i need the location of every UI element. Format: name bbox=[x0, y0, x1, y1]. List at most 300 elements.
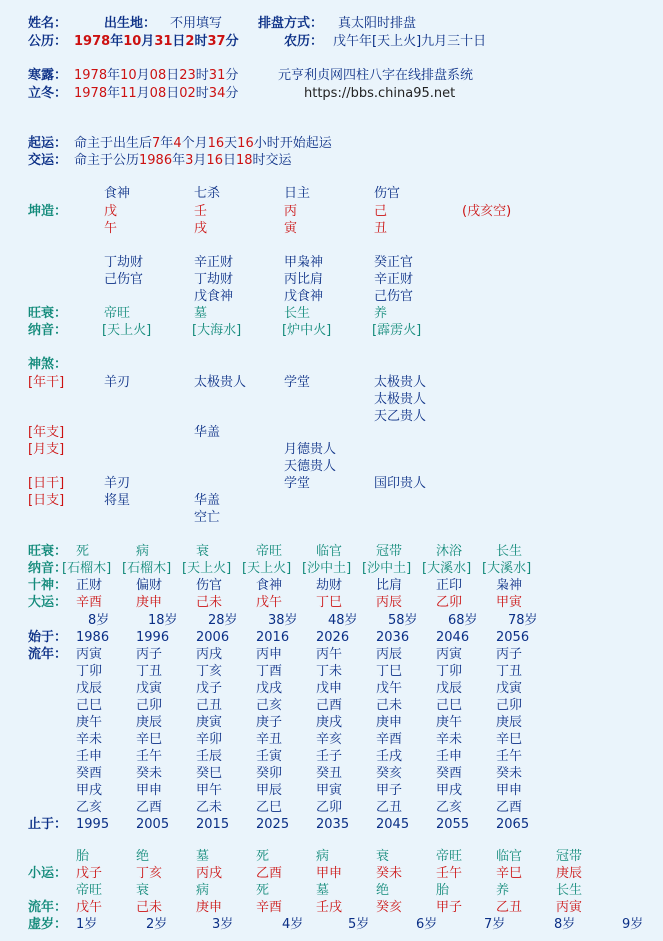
solar-date-part: 10 bbox=[123, 34, 142, 49]
dayun-start-year: 2056 bbox=[496, 630, 530, 645]
pillar-nayin: [大海水] bbox=[192, 323, 242, 338]
liunian-pillar: 辛未 bbox=[76, 732, 103, 747]
xiaoyun-state-top: 死 bbox=[256, 849, 270, 864]
dayun-age: 28岁 bbox=[208, 613, 238, 628]
qiyun-text-part: 年 bbox=[160, 136, 174, 151]
shensha-title: 神煞： bbox=[28, 357, 68, 372]
qiyun-text-part: 小时开始起运 bbox=[253, 136, 332, 151]
solar-date-part: 日 bbox=[172, 34, 186, 49]
lidong-date-part: 34 bbox=[208, 86, 226, 101]
dayun-end-year: 2055 bbox=[436, 817, 470, 832]
liunian-pillar: 癸巳 bbox=[196, 766, 223, 781]
hanlu-date-part: 月 bbox=[136, 68, 150, 83]
xiaoyun-state-bottom: 绝 bbox=[376, 883, 390, 898]
liunian-pillar: 丙子 bbox=[136, 647, 163, 662]
liunian-pillar: 己巳 bbox=[436, 698, 463, 713]
liunian-pillar: 乙卯 bbox=[316, 800, 343, 815]
liunian-pillar: 乙未 bbox=[196, 800, 223, 815]
xiaoyun-state-bottom: 长生 bbox=[556, 883, 583, 898]
system-name: 元亨利贞网四柱八字在线排盘系统 bbox=[278, 68, 474, 83]
dayun-state: 临官 bbox=[316, 544, 343, 559]
liunian-pillar: 甲戌 bbox=[76, 783, 103, 798]
dayun-end-year: 2005 bbox=[136, 817, 170, 832]
liunian-pillar: 丁卯 bbox=[436, 664, 463, 679]
dayun-god: 正印 bbox=[436, 578, 463, 593]
liunian-pillar: 乙酉 bbox=[136, 800, 163, 815]
shensha-item: 学堂 bbox=[284, 375, 311, 390]
dayun-nayin: [天上火] bbox=[182, 561, 232, 576]
liunian-pillar: 癸未 bbox=[496, 766, 523, 781]
lidong-date-part: 年 bbox=[107, 86, 121, 101]
method-label: 排盘方式： bbox=[258, 16, 324, 31]
liunian-pillar: 丁未 bbox=[316, 664, 343, 679]
dayun-pillar: 甲寅 bbox=[496, 595, 523, 610]
dayun-age: 38岁 bbox=[268, 613, 298, 628]
solar-date-part: 37 bbox=[207, 34, 226, 49]
xiaoyun-state-bottom: 死 bbox=[256, 883, 270, 898]
lidong-date bbox=[74, 86, 238, 102]
xiaoyun-state-bottom: 胎 bbox=[436, 883, 450, 898]
dayun-state: 衰 bbox=[196, 544, 210, 559]
dayun-god: 正财 bbox=[76, 578, 103, 593]
qiyun-text-part: 个月 bbox=[181, 136, 208, 151]
xiaoyun-year-pillar: 乙丑 bbox=[496, 900, 523, 915]
liunian-pillar: 乙巳 bbox=[256, 800, 283, 815]
dayun-age: 8岁 bbox=[88, 613, 110, 628]
birthplace-label: 出生地： bbox=[104, 16, 157, 31]
xiaoyun-year-pillar: 辛酉 bbox=[256, 900, 283, 915]
hidden-stem: 辛正财 bbox=[374, 272, 414, 287]
xiaoyun-state-bottom: 病 bbox=[196, 883, 210, 898]
pillar-stem: 戊 bbox=[104, 204, 118, 219]
dayun-nayin: [沙中土] bbox=[362, 561, 412, 576]
qiyun-text-part: 天 bbox=[224, 136, 238, 151]
liunian-pillar: 辛丑 bbox=[256, 732, 283, 747]
dayun-start-year: 1986 bbox=[76, 630, 110, 645]
hanlu-date-part: 23 bbox=[179, 68, 196, 83]
hidden-stem: 己伤官 bbox=[104, 272, 144, 287]
hanlu-date-part: 日 bbox=[166, 68, 180, 83]
xiaoyun-state-top: 冠带 bbox=[556, 849, 583, 864]
qiyun-text-part: 命主于出生后 bbox=[74, 136, 153, 151]
liunian-pillar: 戊寅 bbox=[496, 681, 523, 696]
xiaoyun-pillar: 丙戌 bbox=[196, 866, 223, 881]
liunian-pillar: 己卯 bbox=[496, 698, 523, 713]
liunian-pillar: 庚辰 bbox=[136, 715, 163, 730]
dayun-state: 长生 bbox=[496, 544, 523, 559]
liunian-pillar: 丙辰 bbox=[376, 647, 403, 662]
xiaoyun-pillar: 甲申 bbox=[316, 866, 343, 881]
shensha-item: 太极贵人 bbox=[374, 375, 427, 390]
liunian-pillar: 己亥 bbox=[256, 698, 283, 713]
liunian-pillar: 壬寅 bbox=[256, 749, 283, 764]
qiyun-text-part: 7 bbox=[152, 136, 161, 151]
dayun-state: 帝旺 bbox=[256, 544, 283, 559]
xiaoyun-state-top: 衰 bbox=[376, 849, 390, 864]
hanlu-label: 寒露： bbox=[28, 68, 68, 83]
lidong-date-part: 11 bbox=[120, 86, 137, 101]
pillar-god: 日主 bbox=[284, 186, 311, 201]
liunian-pillar: 戊申 bbox=[316, 681, 343, 696]
xiaoyun-pillar: 辛巳 bbox=[496, 866, 523, 881]
pillar-branch: 丑 bbox=[374, 221, 388, 236]
liunian-pillar: 丙子 bbox=[496, 647, 523, 662]
liunian-pillar: 庚午 bbox=[436, 715, 463, 730]
jiaoyun-text-part: 16 bbox=[206, 153, 223, 168]
hidden-stem: 丁劫财 bbox=[194, 272, 234, 287]
dayun-end-label: 止于： bbox=[28, 817, 68, 832]
shensha-item: 华盖 bbox=[194, 493, 221, 508]
jiaoyun-text-part: 年 bbox=[172, 153, 186, 168]
solar-date-part: 年 bbox=[110, 34, 124, 49]
xiaoyun-label: 小运： bbox=[28, 866, 68, 881]
dayun-pillar: 庚申 bbox=[136, 595, 163, 610]
dayun-god: 食神 bbox=[256, 578, 283, 593]
shensha-label: [日支] bbox=[28, 493, 65, 508]
liunian-pillar: 丙戌 bbox=[196, 647, 223, 662]
shensha-item: 国印贵人 bbox=[374, 476, 427, 491]
lidong-date-part: 1978 bbox=[74, 86, 108, 101]
shensha-item: 羊刃 bbox=[104, 375, 131, 390]
xiaoyun-state-bottom: 帝旺 bbox=[76, 883, 103, 898]
solar-label: 公历： bbox=[28, 34, 68, 49]
dayun-label: 大运： bbox=[28, 595, 68, 610]
xusui-age: 2岁 bbox=[146, 917, 168, 932]
xiaoyun-pillar: 壬午 bbox=[436, 866, 463, 881]
lidong-date-part: 02 bbox=[179, 86, 196, 101]
birthplace-value: 不用填写 bbox=[170, 16, 223, 31]
liunian-pillar: 壬辰 bbox=[196, 749, 223, 764]
hidden-stem: 丙比肩 bbox=[284, 272, 324, 287]
pillar-state: 长生 bbox=[284, 306, 311, 321]
jiaoyun-label: 交运： bbox=[28, 153, 68, 168]
hidden-stem: 甲枭神 bbox=[284, 255, 324, 270]
liunian-pillar: 丁亥 bbox=[196, 664, 223, 679]
qiyun-text-part: 4 bbox=[173, 136, 182, 151]
pillar-state: 养 bbox=[374, 306, 388, 321]
shensha-label: [月支] bbox=[28, 442, 65, 457]
xiaoyun-state-top: 墓 bbox=[196, 849, 210, 864]
dayun-start-year: 2006 bbox=[196, 630, 230, 645]
dayun-god: 枭神 bbox=[496, 578, 523, 593]
solar-date-part: 月 bbox=[141, 34, 155, 49]
dayun-end-year: 2035 bbox=[316, 817, 350, 832]
lidong-date-part: 月 bbox=[136, 86, 150, 101]
solar-date-part: 2 bbox=[185, 34, 195, 49]
xiaoyun-year-pillar: 甲子 bbox=[436, 900, 463, 915]
solar-date bbox=[74, 34, 239, 50]
liunian-pillar: 甲午 bbox=[196, 783, 223, 798]
dayun-state: 冠带 bbox=[376, 544, 403, 559]
void-branches: (戌亥空) bbox=[462, 204, 512, 219]
liunian-pillar: 庚辰 bbox=[496, 715, 523, 730]
xusui-age: 4岁 bbox=[282, 917, 304, 932]
dayun-nayin: [天上火] bbox=[242, 561, 292, 576]
xiaoyun-year-pillar: 丙寅 bbox=[556, 900, 583, 915]
dayun-pillar: 戊午 bbox=[256, 595, 283, 610]
name-label: 姓名： bbox=[28, 16, 68, 31]
liunian-pillar: 辛卯 bbox=[196, 732, 223, 747]
shensha-item: 学堂 bbox=[284, 476, 311, 491]
nayin-label: 纳音： bbox=[28, 323, 68, 338]
pillar-stem: 丙 bbox=[284, 204, 298, 219]
qiyun-label: 起运： bbox=[28, 136, 68, 151]
xiaoyun-state-bottom: 养 bbox=[496, 883, 510, 898]
hidden-stem: 癸正官 bbox=[374, 255, 414, 270]
liunian-pillar: 辛酉 bbox=[376, 732, 403, 747]
kunzao-label: 坤造： bbox=[28, 204, 68, 219]
liunian-pillar: 辛亥 bbox=[316, 732, 343, 747]
pillar-god: 食神 bbox=[104, 186, 131, 201]
lidong-date-part: 分 bbox=[225, 86, 239, 101]
liunian-pillar: 丁丑 bbox=[496, 664, 523, 679]
liunian-pillar: 庚午 bbox=[76, 715, 103, 730]
liunian-pillar: 甲申 bbox=[496, 783, 523, 798]
jiaoyun-text-part: 时交运 bbox=[252, 153, 292, 168]
lidong-date-part: 日 bbox=[166, 86, 180, 101]
liunian-pillar: 癸未 bbox=[136, 766, 163, 781]
xiaoyun-year-pillar: 戊午 bbox=[76, 900, 103, 915]
shensha-item: 华盖 bbox=[194, 425, 221, 440]
pillar-nayin: [霹雳火] bbox=[372, 323, 422, 338]
lidong-date-part: 时 bbox=[195, 86, 209, 101]
dayun-shishen-label: 十神： bbox=[28, 578, 68, 593]
liunian-pillar: 壬午 bbox=[136, 749, 163, 764]
dayun-pillar: 辛酉 bbox=[76, 595, 103, 610]
dayun-pillar: 丙辰 bbox=[376, 595, 403, 610]
xusui-age: 8岁 bbox=[554, 917, 576, 932]
dayun-start-year: 2036 bbox=[376, 630, 410, 645]
xusui-age: 6岁 bbox=[416, 917, 438, 932]
liunian-pillar: 戊辰 bbox=[436, 681, 463, 696]
liunian-pillar: 辛未 bbox=[436, 732, 463, 747]
dayun-nayin-label: 纳音： bbox=[28, 561, 68, 576]
shensha-item: 羊刃 bbox=[104, 476, 131, 491]
wangshuai-label: 旺衰： bbox=[28, 306, 68, 321]
dayun-end-year: 1995 bbox=[76, 817, 110, 832]
liunian-pillar: 乙亥 bbox=[76, 800, 103, 815]
hanlu-date-part: 10 bbox=[120, 68, 137, 83]
liunian-pillar: 癸亥 bbox=[376, 766, 403, 781]
pillar-state: 墓 bbox=[194, 306, 208, 321]
shensha-item: 月德贵人 bbox=[284, 442, 337, 457]
lunar-value: 戊午年[天上火]九月三十日 bbox=[333, 34, 487, 49]
xusui-age: 5岁 bbox=[348, 917, 370, 932]
liunian-pillar: 壬子 bbox=[316, 749, 343, 764]
liunian-pillar: 己巳 bbox=[76, 698, 103, 713]
jiaoyun-text bbox=[74, 153, 292, 169]
liunian-pillar: 丁卯 bbox=[76, 664, 103, 679]
liunian-pillar: 丁丑 bbox=[136, 664, 163, 679]
hanlu-date-part: 31 bbox=[208, 68, 226, 83]
xiaoyun-pillar: 癸未 bbox=[376, 866, 403, 881]
liunian-pillar: 癸酉 bbox=[436, 766, 463, 781]
pillar-state: 帝旺 bbox=[104, 306, 131, 321]
dayun-end-year: 2015 bbox=[196, 817, 230, 832]
liunian-pillar: 甲戌 bbox=[436, 783, 463, 798]
xiaoyun-pillar: 庚辰 bbox=[556, 866, 583, 881]
shensha-item: 空亡 bbox=[194, 510, 221, 525]
dayun-god: 偏财 bbox=[136, 578, 163, 593]
dayun-nayin: [大溪水] bbox=[482, 561, 532, 576]
qiyun-text-part: 16 bbox=[237, 136, 254, 151]
shensha-item: 太极贵人 bbox=[374, 392, 427, 407]
liunian-pillar: 辛巳 bbox=[496, 732, 523, 747]
dayun-wangshuai-label: 旺衰： bbox=[28, 544, 68, 559]
lunar-label: 农历： bbox=[284, 34, 324, 49]
xiaoyun-pillar: 丁亥 bbox=[136, 866, 163, 881]
liunian-pillar: 癸酉 bbox=[76, 766, 103, 781]
xiaoyun-state-top: 帝旺 bbox=[436, 849, 463, 864]
dayun-age: 58岁 bbox=[388, 613, 418, 628]
pillar-branch: 戌 bbox=[194, 221, 208, 236]
jiaoyun-text-part: 命主于公历 bbox=[74, 153, 140, 168]
dayun-god: 伤官 bbox=[196, 578, 223, 593]
xiaoyun-pillar: 乙酉 bbox=[256, 866, 283, 881]
method-value: 真太阳时排盘 bbox=[338, 16, 417, 31]
xusui-age: 3岁 bbox=[212, 917, 234, 932]
shensha-label: [年干] bbox=[28, 375, 65, 390]
xiaoyun-state-top: 病 bbox=[316, 849, 330, 864]
shensha-item: 将星 bbox=[104, 493, 131, 508]
dayun-state: 死 bbox=[76, 544, 90, 559]
liunian-pillar: 庚戌 bbox=[316, 715, 343, 730]
shensha-item: 太极贵人 bbox=[194, 375, 247, 390]
dayun-start-label: 始于： bbox=[28, 630, 68, 645]
dayun-nayin: [沙中土] bbox=[302, 561, 352, 576]
pillar-god: 伤官 bbox=[374, 186, 401, 201]
dayun-state: 沐浴 bbox=[436, 544, 463, 559]
shensha-label: [年支] bbox=[28, 425, 65, 440]
pillar-nayin: [天上火] bbox=[102, 323, 152, 338]
hidden-stem: 戊食神 bbox=[194, 289, 234, 304]
xiaoyun-year-pillar: 庚申 bbox=[196, 900, 223, 915]
hanlu-date-part: 08 bbox=[149, 68, 167, 83]
liunian-pillar: 甲辰 bbox=[256, 783, 283, 798]
xiaoyun-state-bottom: 墓 bbox=[316, 883, 330, 898]
liunian-pillar: 戊寅 bbox=[136, 681, 163, 696]
liunian-pillar: 丙寅 bbox=[76, 647, 103, 662]
dayun-age: 48岁 bbox=[328, 613, 358, 628]
liunian-pillar: 甲子 bbox=[376, 783, 403, 798]
shensha-item: 天德贵人 bbox=[284, 459, 337, 474]
pillar-stem: 壬 bbox=[194, 204, 208, 219]
dayun-nayin: [石榴木] bbox=[62, 561, 112, 576]
dayun-start-year: 2046 bbox=[436, 630, 470, 645]
xiaoyun-state-bottom: 衰 bbox=[136, 883, 150, 898]
liunian-pillar: 戊子 bbox=[196, 681, 223, 696]
liunian-pillar: 丙午 bbox=[316, 647, 343, 662]
liunian-pillar: 戊戌 bbox=[256, 681, 283, 696]
hanlu-date bbox=[74, 68, 238, 84]
liunian-pillar: 癸丑 bbox=[316, 766, 343, 781]
dayun-start-year: 1996 bbox=[136, 630, 170, 645]
hidden-stem: 丁劫财 bbox=[104, 255, 144, 270]
dayun-end-year: 2045 bbox=[376, 817, 410, 832]
jiaoyun-text-part: 月 bbox=[193, 153, 207, 168]
solar-date-part: 1978 bbox=[74, 34, 111, 49]
liunian-pillar: 丙寅 bbox=[436, 647, 463, 662]
liunian-pillar: 庚申 bbox=[376, 715, 403, 730]
xiaoyun-state-top: 绝 bbox=[136, 849, 150, 864]
dayun-nayin: [石榴木] bbox=[122, 561, 172, 576]
xusui-label: 虚岁： bbox=[28, 917, 68, 932]
dayun-pillar: 丁巳 bbox=[316, 595, 343, 610]
liunian-pillar: 己丑 bbox=[196, 698, 223, 713]
solar-date-part: 时 bbox=[194, 34, 208, 49]
dayun-age: 78岁 bbox=[508, 613, 538, 628]
dayun-pillar: 乙卯 bbox=[436, 595, 463, 610]
dayun-nayin: [大溪水] bbox=[422, 561, 472, 576]
liunian-pillar: 戊辰 bbox=[76, 681, 103, 696]
dayun-god: 比肩 bbox=[376, 578, 403, 593]
shensha-item: 天乙贵人 bbox=[374, 409, 427, 424]
liunian-pillar: 乙丑 bbox=[376, 800, 403, 815]
xiaoyun-liunian-label: 流年： bbox=[28, 900, 68, 915]
xusui-age: 7岁 bbox=[484, 917, 506, 932]
liunian-pillar: 庚寅 bbox=[196, 715, 223, 730]
xiaoyun-year-pillar: 壬戌 bbox=[316, 900, 343, 915]
dayun-start-year: 2026 bbox=[316, 630, 350, 645]
liunian-pillar: 甲寅 bbox=[316, 783, 343, 798]
hidden-stem: 辛正财 bbox=[194, 255, 234, 270]
liunian-pillar: 乙亥 bbox=[436, 800, 463, 815]
pillar-branch: 午 bbox=[104, 221, 118, 236]
dayun-end-year: 2025 bbox=[256, 817, 290, 832]
hanlu-date-part: 时 bbox=[195, 68, 209, 83]
liunian-pillar: 乙酉 bbox=[496, 800, 523, 815]
liunian-pillar: 戊午 bbox=[376, 681, 403, 696]
pillar-branch: 寅 bbox=[284, 221, 298, 236]
dayun-age: 18岁 bbox=[148, 613, 178, 628]
hidden-stem: 戊食神 bbox=[284, 289, 324, 304]
shensha-label: [日干] bbox=[28, 476, 65, 491]
liunian-pillar: 己酉 bbox=[316, 698, 343, 713]
liunian-pillar: 己卯 bbox=[136, 698, 163, 713]
liunian-pillar: 丁酉 bbox=[256, 664, 283, 679]
solar-date-part: 31 bbox=[154, 34, 173, 49]
liunian-pillar: 己未 bbox=[376, 698, 403, 713]
xusui-age: 9岁 bbox=[622, 917, 644, 932]
dayun-age: 68岁 bbox=[448, 613, 478, 628]
dayun-start-year: 2016 bbox=[256, 630, 290, 645]
lidong-label: 立冬： bbox=[28, 86, 68, 101]
qiyun-text-part: 16 bbox=[207, 136, 225, 151]
hanlu-date-part: 1978 bbox=[74, 68, 108, 83]
hidden-stem: 己伤官 bbox=[374, 289, 414, 304]
jiaoyun-text-part: 日 bbox=[222, 153, 236, 168]
liunian-pillar: 壬申 bbox=[76, 749, 103, 764]
liunian-pillar: 壬戌 bbox=[376, 749, 403, 764]
xiaoyun-pillar: 戊子 bbox=[76, 866, 103, 881]
liunian-pillar: 壬申 bbox=[436, 749, 463, 764]
jiaoyun-text-part: 1986 bbox=[139, 153, 173, 168]
qiyun-text bbox=[74, 136, 332, 152]
jiaoyun-text-part: 18 bbox=[235, 153, 253, 168]
hanlu-date-part: 年 bbox=[107, 68, 121, 83]
xiaoyun-state-top: 胎 bbox=[76, 849, 90, 864]
pillar-god: 七杀 bbox=[194, 186, 221, 201]
xiaoyun-year-pillar: 己未 bbox=[136, 900, 163, 915]
dayun-end-year: 2065 bbox=[496, 817, 530, 832]
liunian-pillar: 壬午 bbox=[496, 749, 523, 764]
xiaoyun-year-pillar: 癸亥 bbox=[376, 900, 403, 915]
xusui-age: 1岁 bbox=[76, 917, 98, 932]
dayun-god: 劫财 bbox=[316, 578, 343, 593]
pillar-stem: 己 bbox=[374, 204, 388, 219]
pillar-nayin: [炉中火] bbox=[282, 323, 332, 338]
liunian-pillar: 丙申 bbox=[256, 647, 283, 662]
